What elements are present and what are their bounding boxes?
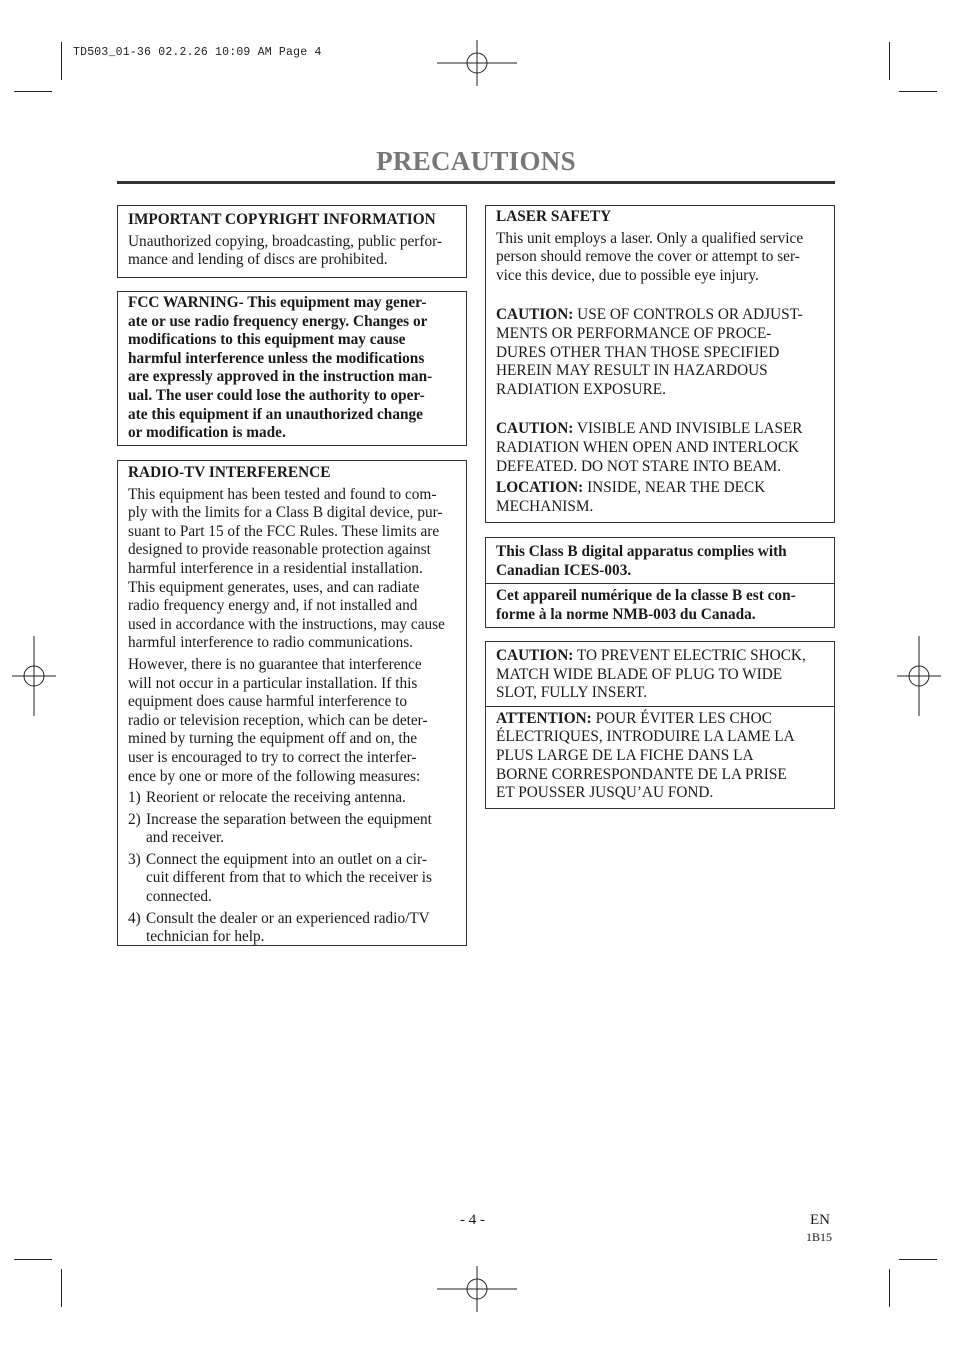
language-label: EN bbox=[810, 1212, 830, 1228]
copyright-heading: IMPORTANT COPYRIGHT INFORMATION bbox=[128, 211, 436, 228]
caution-text: MENTS OR PERFORMANCE OF PROCE- bbox=[496, 324, 772, 342]
radio-tv-line: mined by turning the equipment off and on, the bbox=[128, 730, 418, 748]
radio-tv-line: harmful interference to radio communications. bbox=[128, 634, 414, 652]
radio-tv-line: used in accordance with the instructions, may cause bbox=[128, 615, 445, 633]
measure-line: Connect the equipment into an outlet on a cir- bbox=[146, 850, 427, 868]
laser-heading: LASER SAFETY bbox=[496, 208, 612, 225]
measure-line: technician for help. bbox=[146, 928, 265, 946]
document-code: 1B15 bbox=[806, 1230, 833, 1244]
radio-tv-line: suant to Part 15 of the FCC Rules. These limits are bbox=[128, 522, 440, 540]
caution-text: DURES OTHER THAN THOSE SPECIFIED bbox=[496, 343, 780, 361]
page-title: PRECAUTIONS bbox=[376, 146, 576, 176]
measure-item bbox=[128, 910, 456, 947]
registration-mark-top bbox=[437, 40, 517, 86]
radio-tv-line: will not occur in a particular installation. If this bbox=[128, 674, 418, 692]
radio-tv-line: equipment does cause harmful interference to bbox=[128, 693, 408, 711]
class-b-fr-line: forme à la norme NMB-003 du Canada. bbox=[496, 605, 756, 623]
radio-tv-line: ence by one or more of the following measures: bbox=[128, 767, 421, 785]
measure-line: connected. bbox=[146, 888, 212, 906]
measure-item bbox=[128, 851, 456, 907]
radio-tv-line: radio frequency energy and, if not installed and bbox=[128, 597, 418, 615]
electric-shock-box bbox=[485, 641, 835, 809]
radio-tv-heading: RADIO-TV INTERFERENCE bbox=[128, 464, 331, 481]
crop-mark bbox=[889, 1269, 890, 1307]
class-b-en-line: Canadian ICES-003. bbox=[496, 561, 632, 579]
measure-line: Reorient or relocate the receiving antenna. bbox=[146, 789, 406, 807]
fcc-line: or modification is made. bbox=[128, 424, 286, 442]
radio-tv-line: harmful interference in a residential installation. bbox=[128, 559, 423, 577]
caution-label: CAUTION: bbox=[496, 306, 574, 324]
fcc-line: ual. The user could lose the authority to oper- bbox=[128, 386, 425, 404]
registration-mark-left bbox=[12, 636, 56, 716]
crop-mark bbox=[14, 1259, 52, 1260]
fcc-line: are expressly approved in the instruction man- bbox=[128, 368, 433, 386]
radio-tv-line: user is encouraged to try to correct the interfer- bbox=[128, 748, 417, 766]
attention-text: PLUS LARGE DE LA FICHE DANS LA bbox=[496, 746, 754, 764]
measure-line: and receiver. bbox=[146, 829, 225, 847]
caution-text: SLOT, FULLY INSERT. bbox=[496, 684, 648, 702]
location-text: MECHANISM. bbox=[496, 497, 594, 515]
caution-text: VISIBLE AND INVISIBLE LASER bbox=[573, 420, 803, 438]
caution-text: MATCH WIDE BLADE OF PLUG TO WIDE bbox=[496, 665, 783, 683]
measure-item bbox=[128, 789, 456, 808]
crop-mark bbox=[899, 91, 937, 92]
measure-line: Increase the separation between the equipment bbox=[146, 810, 432, 828]
print-slug: TD503_01-36 02.2.26 10:09 AM Page 4 bbox=[73, 46, 322, 59]
attention-text: BORNE CORRESPONDANTE DE LA PRISE bbox=[496, 765, 787, 783]
caution-text: TO PREVENT ELECTRIC SHOCK, bbox=[573, 647, 806, 664]
copyright-line: Unauthorized copying, broadcasting, public perfor- bbox=[128, 232, 443, 250]
caution-text: DEFEATED. DO NOT STARE INTO BEAM. bbox=[496, 457, 782, 475]
radio-tv-box bbox=[117, 460, 467, 946]
attention-text: POUR ÉVITER LES CHOC bbox=[591, 709, 772, 727]
measure-line: cuit different from that to which the receiver is bbox=[146, 869, 433, 887]
caution-text: RADIATION WHEN OPEN AND INTERLOCK bbox=[496, 438, 800, 456]
location-label: LOCATION: bbox=[496, 479, 584, 497]
crop-mark bbox=[899, 1259, 937, 1260]
crop-mark bbox=[14, 91, 52, 92]
fcc-line: FCC WARNING- This equipment may gener- bbox=[128, 294, 427, 311]
measure-number: 2) bbox=[128, 810, 141, 828]
radio-tv-line: ply with the limits for a Class B digital device, pur- bbox=[128, 504, 443, 522]
caution-text: RADIATION EXPOSURE. bbox=[496, 380, 666, 398]
caution-label: CAUTION: bbox=[496, 647, 574, 664]
page-number: - 4 - bbox=[460, 1212, 485, 1228]
class-b-en-line: This Class B digital apparatus complies with bbox=[496, 543, 787, 560]
fcc-line: modifications to this equipment may cause bbox=[128, 331, 406, 349]
class-b-box bbox=[485, 537, 835, 628]
fcc-line: harmful interference unless the modifications bbox=[128, 349, 425, 367]
laser-safety-box bbox=[485, 205, 835, 523]
radio-tv-line: This equipment has been tested and found to com- bbox=[128, 485, 437, 503]
laser-line: vice this device, due to possible eye injury. bbox=[496, 266, 759, 284]
radio-tv-line: designed to provide reasonable protection against bbox=[128, 541, 431, 559]
crop-mark bbox=[61, 1269, 62, 1307]
copyright-line: mance and lending of discs are prohibited. bbox=[128, 251, 388, 269]
radio-tv-line: This equipment generates, uses, and can radiate bbox=[128, 578, 420, 596]
copyright-box bbox=[117, 205, 467, 278]
crop-mark bbox=[61, 42, 62, 80]
radio-tv-line: radio or television reception, which can be deter- bbox=[128, 711, 428, 729]
measure-number: 4) bbox=[128, 909, 141, 927]
laser-line: This unit employs a laser. Only a qualified service bbox=[496, 229, 804, 247]
fcc-warning-box bbox=[117, 291, 467, 446]
radio-tv-line: However, there is no guarantee that interference bbox=[128, 655, 422, 673]
title-rule bbox=[117, 181, 835, 184]
fcc-line: ate or use radio frequency energy. Changes or bbox=[128, 312, 428, 330]
caution-label: CAUTION: bbox=[496, 420, 574, 438]
attention-text: ÉLECTRIQUES, INTRODUIRE LA LAME LA bbox=[496, 728, 795, 746]
measure-number: 1) bbox=[128, 789, 141, 807]
crop-mark bbox=[889, 42, 890, 80]
measure-number: 3) bbox=[128, 850, 141, 868]
laser-line: person should remove the cover or attempt to ser- bbox=[496, 248, 800, 266]
measure-item bbox=[128, 811, 456, 848]
caution-text: HEREIN MAY RESULT IN HAZARDOUS bbox=[496, 362, 768, 380]
fcc-line: ate this equipment if an unauthorized change bbox=[128, 405, 423, 423]
location-text: INSIDE, NEAR THE DECK bbox=[583, 479, 766, 497]
attention-label: ATTENTION: bbox=[496, 709, 592, 727]
attention-text: ET POUSSER JUSQU’AU FOND. bbox=[496, 784, 714, 802]
class-b-fr-line: Cet appareil numérique de la classe B est con- bbox=[496, 587, 796, 605]
registration-mark-bottom bbox=[437, 1266, 517, 1312]
measure-line: Consult the dealer or an experienced radio/TV bbox=[146, 909, 430, 927]
registration-mark-right bbox=[897, 636, 941, 716]
caution-text: USE OF CONTROLS OR ADJUST- bbox=[573, 306, 803, 324]
